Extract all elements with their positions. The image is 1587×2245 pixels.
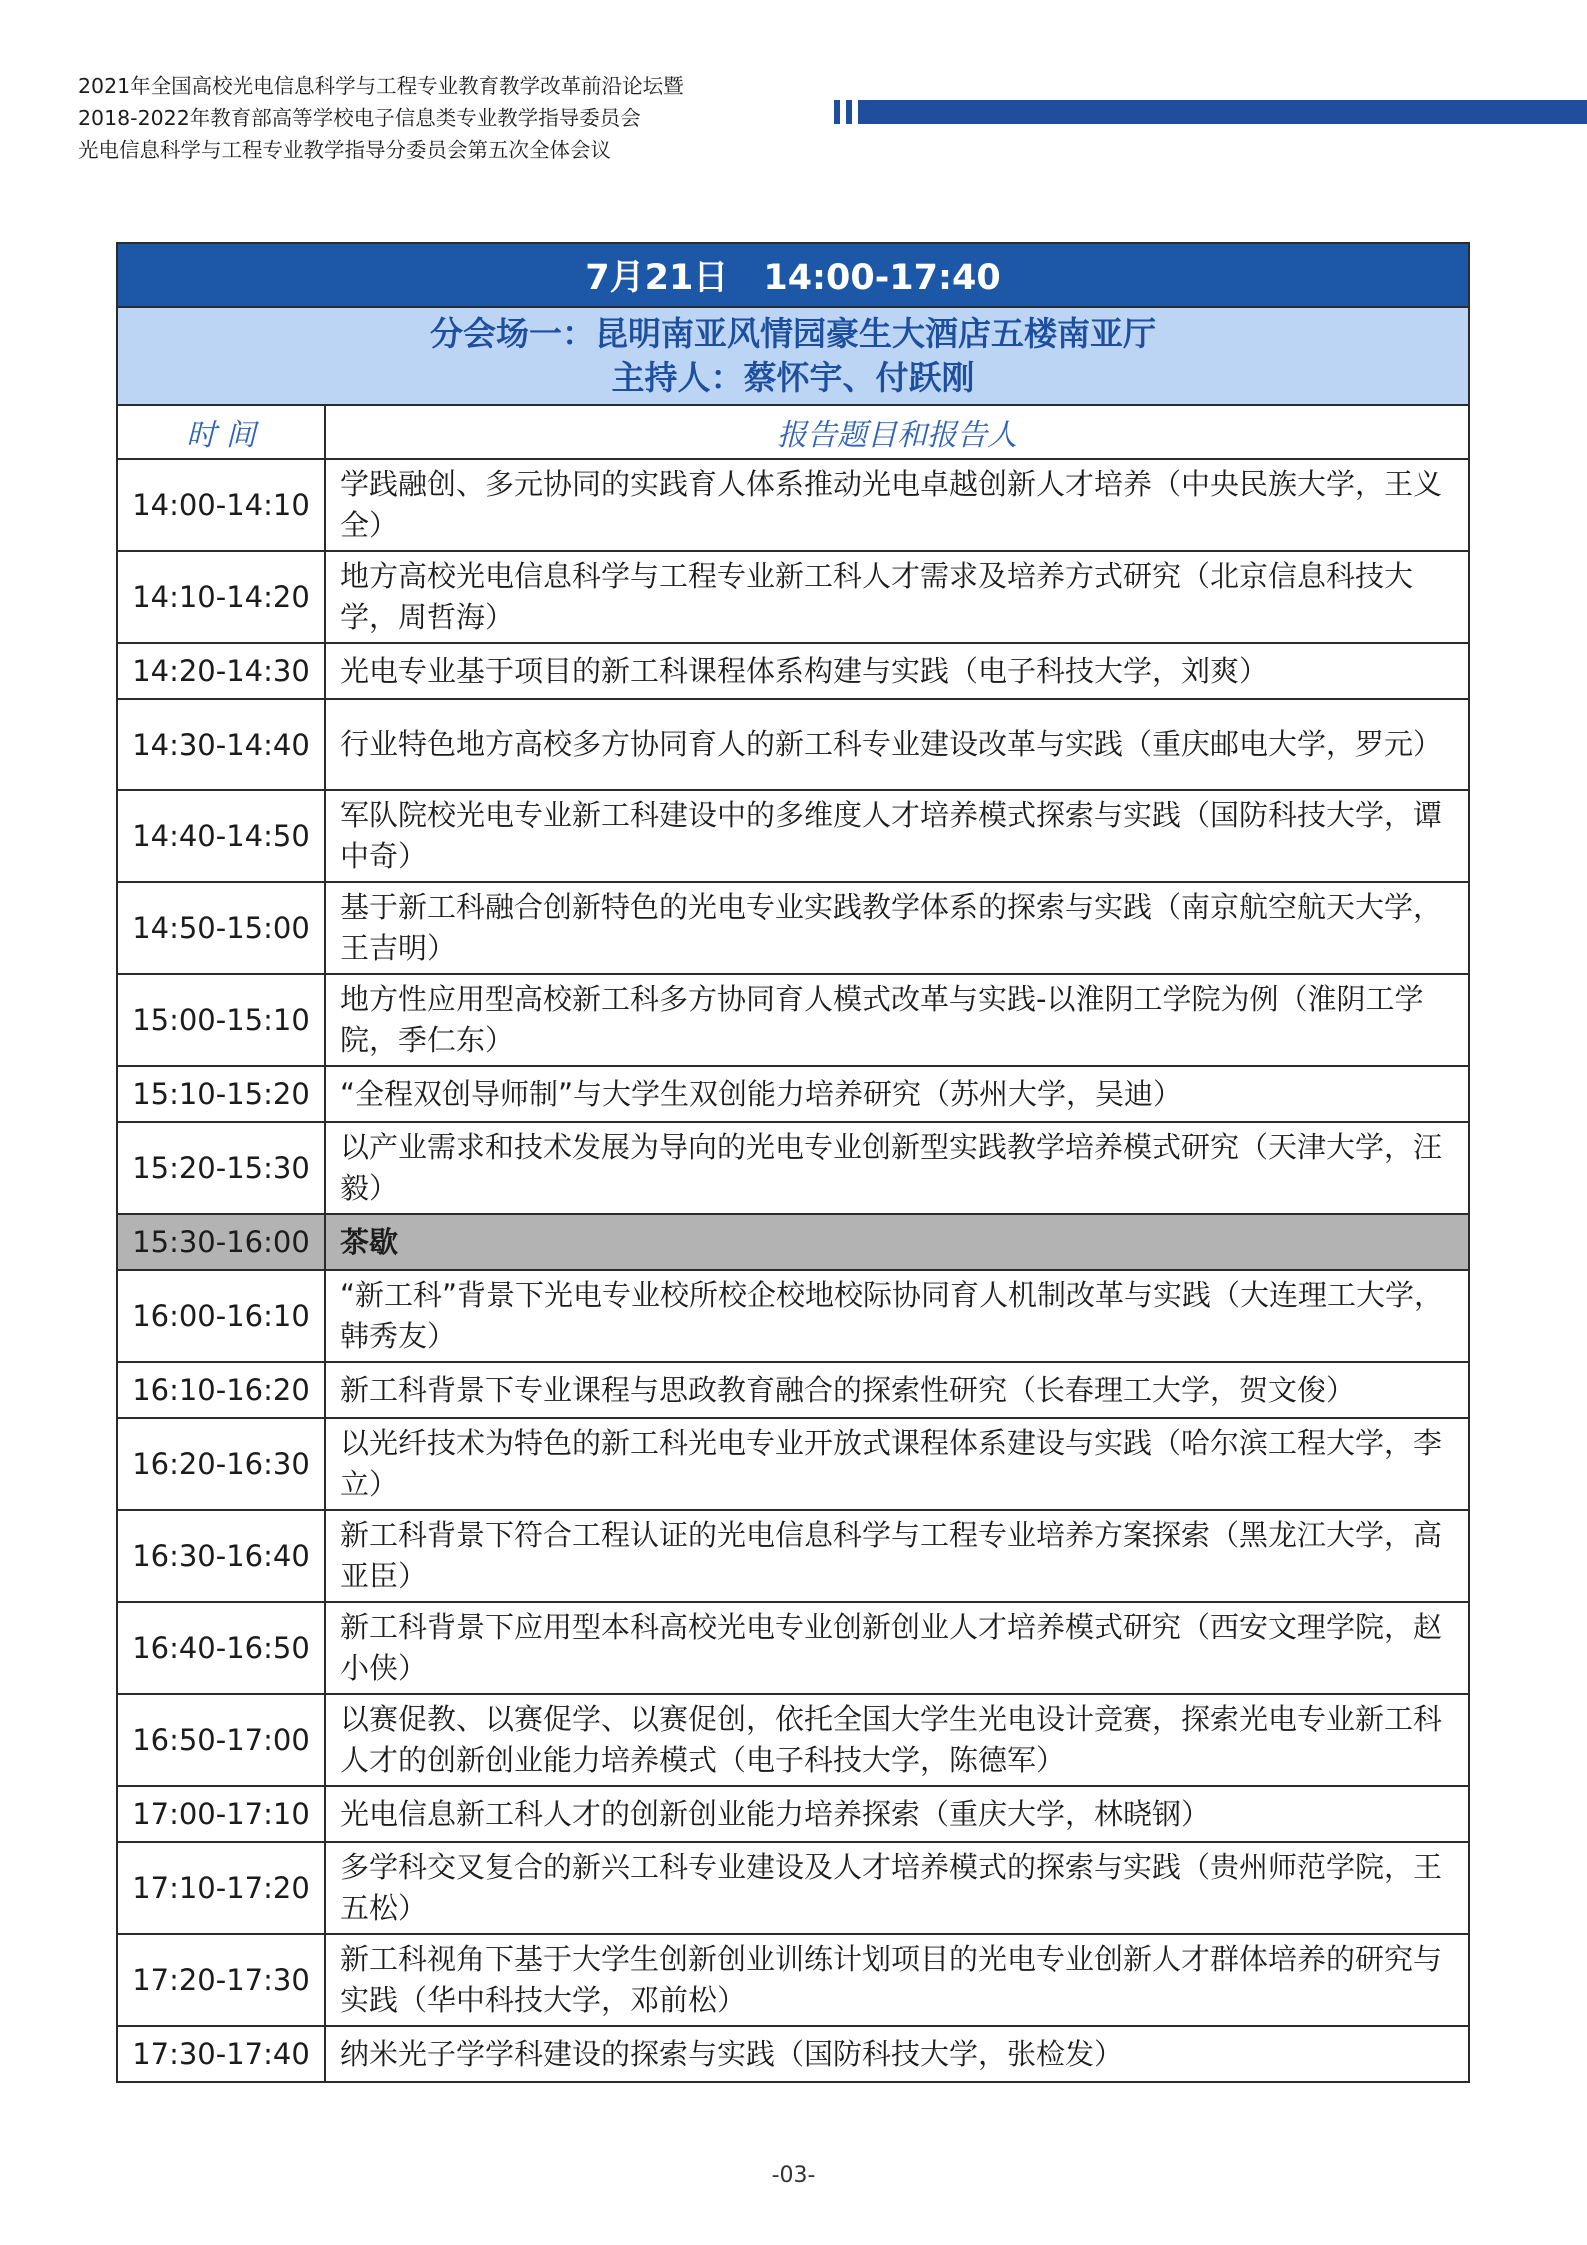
- time-cell: 15:30-16:00: [117, 1214, 325, 1270]
- time-cell: 16:30-16:40: [117, 1510, 325, 1602]
- header-line-3: 光电信息科学与工程专业教学指导分委员会第五次全体会议: [78, 138, 611, 162]
- talk-title-cell: 以光纤技术为特色的新工科光电专业开放式课程体系建设与实践（哈尔滨工程大学，李立）: [325, 1418, 1469, 1510]
- header-line-1: 2021年全国高校光电信息科学与工程专业教育教学改革前沿论坛暨: [78, 74, 684, 98]
- time-cell: 14:30-14:40: [117, 699, 325, 790]
- talk-title-cell: 纳米光子学学科建设的探索与实践（国防科技大学，张检发）: [325, 2026, 1469, 2082]
- talk-title-cell: 多学科交叉复合的新兴工科专业建设及人才培养模式的探索与实践（贵州师范学院，王五松）: [325, 1842, 1469, 1934]
- table-row: [117, 1842, 1469, 1934]
- venue-row: [117, 307, 1469, 405]
- talk-title-cell: “新工科”背景下光电专业校所校企校地校际协同育人机制改革与实践（大连理工大学，韩秀友）: [325, 1270, 1469, 1362]
- talk-title-cell: 新工科背景下应用型本科高校光电专业创新创业人才培养模式研究（西安文理学院，赵小侠）: [325, 1602, 1469, 1694]
- time-cell: 16:20-16:30: [117, 1418, 325, 1510]
- table-row: [117, 1122, 1469, 1214]
- talk-title-cell: 以赛促教、以赛促学、以赛促创，依托全国大学生光电设计竞赛，探索光电专业新工科人才的创新创业能力培养模式（电子科技大学，陈德军）: [325, 1694, 1469, 1786]
- page-header: [78, 70, 838, 166]
- break-row: [117, 1214, 1469, 1270]
- time-cell: 16:00-16:10: [117, 1270, 325, 1362]
- table-row: [117, 1694, 1469, 1786]
- page-number: -03-: [771, 2163, 816, 2188]
- time-cell: 15:10-15:20: [117, 1066, 325, 1122]
- talk-title-cell: 新工科背景下符合工程认证的光电信息科学与工程专业培养方案探索（黑龙江大学，高亚臣）: [325, 1510, 1469, 1602]
- time-cell: 16:10-16:20: [117, 1362, 325, 1418]
- table-row: [117, 699, 1469, 790]
- talk-title-cell: 地方高校光电信息科学与工程专业新工科人才需求及培养方式研究（北京信息科技大学，周哲海）: [325, 551, 1469, 643]
- talk-title-cell: 新工科视角下基于大学生创新创业训练计划项目的光电专业创新人才群体培养的研究与实践（华中科技大学，邓前松）: [325, 1934, 1469, 2026]
- header-accent-bar: [846, 100, 852, 124]
- talk-title-cell: 新工科背景下专业课程与思政教育融合的探索性研究（长春理工大学，贺文俊）: [325, 1362, 1469, 1418]
- table-row: [117, 1934, 1469, 2026]
- table-row: [117, 1066, 1469, 1122]
- column-header-title: 报告题目和报告人: [325, 405, 1469, 459]
- time-cell: 17:00-17:10: [117, 1786, 325, 1842]
- table-row: [117, 1362, 1469, 1418]
- header-accent-bar: [858, 100, 1587, 124]
- time-cell: 17:30-17:40: [117, 2026, 325, 2082]
- table-row: [117, 551, 1469, 643]
- table-row: [117, 459, 1469, 551]
- talk-title-cell: 以产业需求和技术发展为导向的光电专业创新型实践教学培养模式研究（天津大学，汪毅）: [325, 1122, 1469, 1214]
- table-row: [117, 974, 1469, 1066]
- talk-title-cell: 地方性应用型高校新工科多方协同育人模式改革与实践-以淮阴工学院为例（淮阴工学院，季仁东）: [325, 974, 1469, 1066]
- venue-cell: [117, 307, 1469, 405]
- time-cell: 16:50-17:00: [117, 1694, 325, 1786]
- time-cell: 14:20-14:30: [117, 643, 325, 699]
- table-row: [117, 643, 1469, 699]
- time-cell: 16:40-16:50: [117, 1602, 325, 1694]
- time-cell: 14:50-15:00: [117, 882, 325, 974]
- header-line-2: 2018-2022年教育部高等学校电子信息类专业教学指导委员会: [78, 106, 641, 130]
- table-row: [117, 1270, 1469, 1362]
- time-cell: 17:20-17:30: [117, 1934, 325, 2026]
- schedule-table: [116, 242, 1470, 2083]
- time-cell: 14:40-14:50: [117, 790, 325, 882]
- talk-title-cell: “全程双创导师制”与大学生双创能力培养研究（苏州大学，吴迪）: [325, 1066, 1469, 1122]
- talk-title-cell: 行业特色地方高校多方协同育人的新工科专业建设改革与实践（重庆邮电大学，罗元）: [325, 699, 1469, 790]
- table-row: [117, 1602, 1469, 1694]
- time-cell: 14:10-14:20: [117, 551, 325, 643]
- host-line: 主持人：蔡怀宇、付跃刚: [611, 358, 975, 397]
- time-cell: 15:00-15:10: [117, 974, 325, 1066]
- talk-title-cell: 基于新工科融合创新特色的光电专业实践教学体系的探索与实践（南京航空航天大学，王吉明）: [325, 882, 1469, 974]
- column-header-row: [117, 405, 1469, 459]
- venue-title: 分会场一：昆明南亚风情园豪生大酒店五楼南亚厅: [430, 314, 1156, 353]
- table-row: [117, 1786, 1469, 1842]
- talk-title-cell: 光电专业基于项目的新工科课程体系构建与实践（电子科技大学，刘爽）: [325, 643, 1469, 699]
- time-cell: 17:10-17:20: [117, 1842, 325, 1934]
- time-cell: 15:20-15:30: [117, 1122, 325, 1214]
- column-header-time: 时 间: [117, 405, 325, 459]
- break-label: 茶歇: [325, 1214, 1469, 1270]
- table-row: [117, 790, 1469, 882]
- table-row: [117, 2026, 1469, 2082]
- table-row: [117, 1418, 1469, 1510]
- header-accent-bar: [834, 100, 840, 124]
- table-row: [117, 1510, 1469, 1602]
- date-time: 7月21日 14:00-17:40: [117, 243, 1469, 307]
- talk-title-cell: 学践融创、多元协同的实践育人体系推动光电卓越创新人才培养（中央民族大学，王义全）: [325, 459, 1469, 551]
- table-row: [117, 882, 1469, 974]
- talk-title-cell: 军队院校光电专业新工科建设中的多维度人才培养模式探索与实践（国防科技大学，谭中奇）: [325, 790, 1469, 882]
- time-cell: 14:00-14:10: [117, 459, 325, 551]
- date-time-row: [117, 243, 1469, 307]
- talk-title-cell: 光电信息新工科人才的创新创业能力培养探索（重庆大学，林晓钢）: [325, 1786, 1469, 1842]
